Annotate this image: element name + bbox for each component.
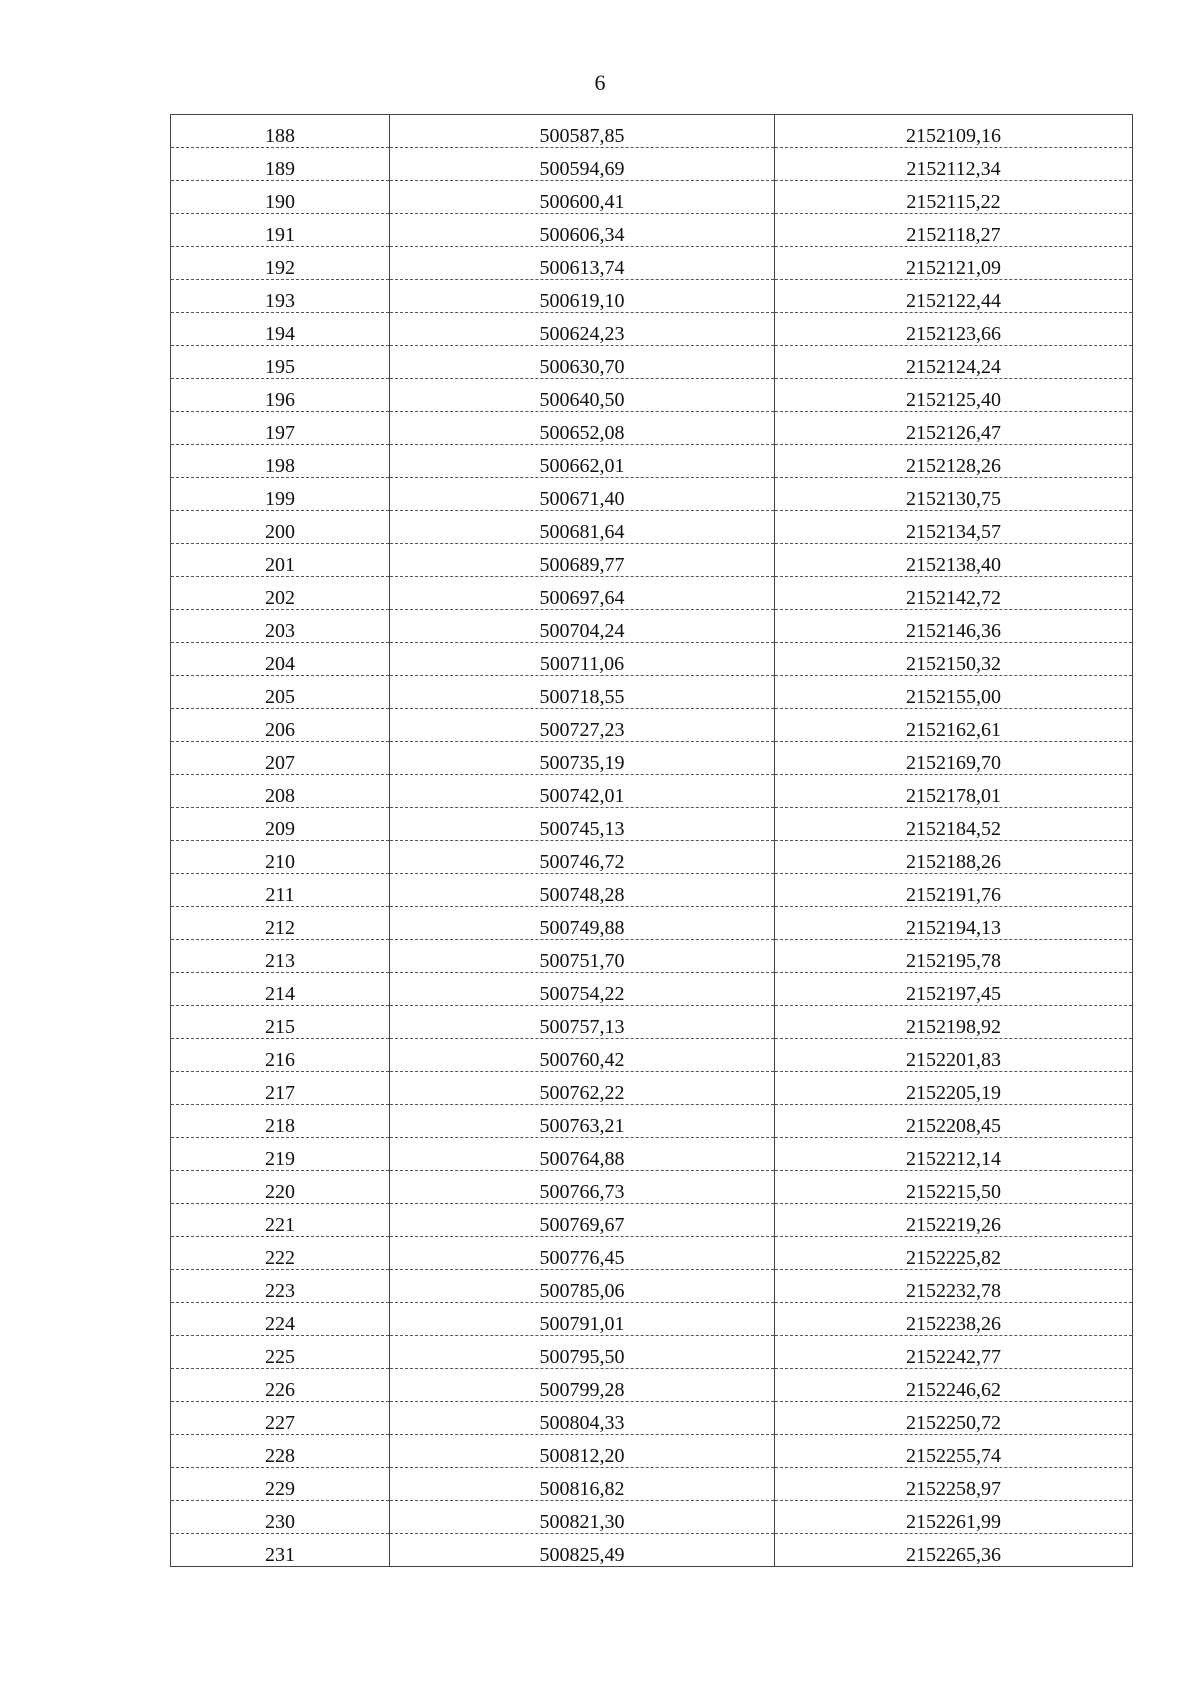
y-coordinate-cell: 2152219,26 (775, 1204, 1133, 1237)
x-coordinate-cell: 500630,70 (390, 346, 775, 379)
y-coordinate-cell: 2152115,22 (775, 181, 1133, 214)
point-number-cell: 194 (171, 313, 390, 346)
x-coordinate-cell: 500652,08 (390, 412, 775, 445)
table-row (171, 379, 1133, 412)
table-row (171, 1072, 1133, 1105)
point-number-cell: 192 (171, 247, 390, 280)
y-coordinate-cell: 2152126,47 (775, 412, 1133, 445)
x-coordinate-cell: 500760,42 (390, 1039, 775, 1072)
point-number-cell: 216 (171, 1039, 390, 1072)
point-number-cell: 200 (171, 511, 390, 544)
table-row (171, 1468, 1133, 1501)
x-coordinate-cell: 500804,33 (390, 1402, 775, 1435)
point-number-cell: 229 (171, 1468, 390, 1501)
table-row (171, 940, 1133, 973)
y-coordinate-cell: 2152128,26 (775, 445, 1133, 478)
x-coordinate-cell: 500718,55 (390, 676, 775, 709)
point-number-cell: 195 (171, 346, 390, 379)
point-number-cell: 209 (171, 808, 390, 841)
y-coordinate-cell: 2152142,72 (775, 577, 1133, 610)
x-coordinate-cell: 500600,41 (390, 181, 775, 214)
point-number-cell: 219 (171, 1138, 390, 1171)
y-coordinate-cell: 2152123,66 (775, 313, 1133, 346)
point-number-cell: 196 (171, 379, 390, 412)
point-number-cell: 221 (171, 1204, 390, 1237)
table-row (171, 1006, 1133, 1039)
x-coordinate-cell: 500816,82 (390, 1468, 775, 1501)
x-coordinate-cell: 500791,01 (390, 1303, 775, 1336)
x-coordinate-cell: 500746,72 (390, 841, 775, 874)
x-coordinate-cell: 500742,01 (390, 775, 775, 808)
y-coordinate-cell: 2152212,14 (775, 1138, 1133, 1171)
x-coordinate-cell: 500727,23 (390, 709, 775, 742)
x-coordinate-cell: 500799,28 (390, 1369, 775, 1402)
point-number-cell: 230 (171, 1501, 390, 1534)
x-coordinate-cell: 500704,24 (390, 610, 775, 643)
y-coordinate-cell: 2152258,97 (775, 1468, 1133, 1501)
point-number-cell: 198 (171, 445, 390, 478)
x-coordinate-cell: 500757,13 (390, 1006, 775, 1039)
point-number-cell: 223 (171, 1270, 390, 1303)
x-coordinate-cell: 500766,73 (390, 1171, 775, 1204)
y-coordinate-cell: 2152242,77 (775, 1336, 1133, 1369)
y-coordinate-cell: 2152118,27 (775, 214, 1133, 247)
table-row (171, 247, 1133, 280)
table-row (171, 1402, 1133, 1435)
table-row (171, 907, 1133, 940)
point-number-cell: 197 (171, 412, 390, 445)
x-coordinate-cell: 500619,10 (390, 280, 775, 313)
point-number-cell: 208 (171, 775, 390, 808)
x-coordinate-cell: 500751,70 (390, 940, 775, 973)
point-number-cell: 215 (171, 1006, 390, 1039)
table-row (171, 1303, 1133, 1336)
x-coordinate-cell: 500825,49 (390, 1534, 775, 1567)
table-row (171, 841, 1133, 874)
table-row (171, 313, 1133, 346)
point-number-cell: 228 (171, 1435, 390, 1468)
coordinates-table (170, 114, 1133, 1567)
point-number-cell: 231 (171, 1534, 390, 1567)
y-coordinate-cell: 2152138,40 (775, 544, 1133, 577)
y-coordinate-cell: 2152225,82 (775, 1237, 1133, 1270)
y-coordinate-cell: 2152130,75 (775, 478, 1133, 511)
table-row (171, 775, 1133, 808)
table-row (171, 1270, 1133, 1303)
x-coordinate-cell: 500745,13 (390, 808, 775, 841)
y-coordinate-cell: 2152178,01 (775, 775, 1133, 808)
table-row (171, 1171, 1133, 1204)
x-coordinate-cell: 500613,74 (390, 247, 775, 280)
table-row (171, 643, 1133, 676)
table-row (171, 1534, 1133, 1567)
x-coordinate-cell: 500776,45 (390, 1237, 775, 1270)
table-row (171, 1039, 1133, 1072)
point-number-cell: 217 (171, 1072, 390, 1105)
table-row (171, 1336, 1133, 1369)
x-coordinate-cell: 500769,67 (390, 1204, 775, 1237)
point-number-cell: 189 (171, 148, 390, 181)
y-coordinate-cell: 2152150,32 (775, 643, 1133, 676)
table-row (171, 610, 1133, 643)
table-row (171, 742, 1133, 775)
point-number-cell: 224 (171, 1303, 390, 1336)
y-coordinate-cell: 2152198,92 (775, 1006, 1133, 1039)
y-coordinate-cell: 2152188,26 (775, 841, 1133, 874)
table-row (171, 1369, 1133, 1402)
y-coordinate-cell: 2152265,36 (775, 1534, 1133, 1567)
point-number-cell: 226 (171, 1369, 390, 1402)
table-row (171, 214, 1133, 247)
coordinates-table-body (171, 115, 1133, 1567)
table-row (171, 412, 1133, 445)
point-number-cell: 205 (171, 676, 390, 709)
table-row (171, 478, 1133, 511)
table-row (171, 280, 1133, 313)
x-coordinate-cell: 500821,30 (390, 1501, 775, 1534)
x-coordinate-cell: 500749,88 (390, 907, 775, 940)
x-coordinate-cell: 500640,50 (390, 379, 775, 412)
y-coordinate-cell: 2152109,16 (775, 115, 1133, 148)
table-row (171, 1138, 1133, 1171)
x-coordinate-cell: 500812,20 (390, 1435, 775, 1468)
y-coordinate-cell: 2152184,52 (775, 808, 1133, 841)
x-coordinate-cell: 500624,23 (390, 313, 775, 346)
table-row (171, 115, 1133, 148)
table-row (171, 676, 1133, 709)
point-number-cell: 211 (171, 874, 390, 907)
x-coordinate-cell: 500587,85 (390, 115, 775, 148)
table-row (171, 1204, 1133, 1237)
point-number-cell: 210 (171, 841, 390, 874)
x-coordinate-cell: 500763,21 (390, 1105, 775, 1138)
y-coordinate-cell: 2152261,99 (775, 1501, 1133, 1534)
x-coordinate-cell: 500754,22 (390, 973, 775, 1006)
table-row (171, 577, 1133, 610)
page-number: 6 (594, 70, 606, 95)
x-coordinate-cell: 500711,06 (390, 643, 775, 676)
point-number-cell: 225 (171, 1336, 390, 1369)
y-coordinate-cell: 2152146,36 (775, 610, 1133, 643)
point-number-cell: 190 (171, 181, 390, 214)
table-row (171, 1501, 1133, 1534)
y-coordinate-cell: 2152134,57 (775, 511, 1133, 544)
x-coordinate-cell: 500735,19 (390, 742, 775, 775)
y-coordinate-cell: 2152208,45 (775, 1105, 1133, 1138)
point-number-cell: 222 (171, 1237, 390, 1270)
point-number-cell: 218 (171, 1105, 390, 1138)
y-coordinate-cell: 2152201,83 (775, 1039, 1133, 1072)
point-number-cell: 199 (171, 478, 390, 511)
y-coordinate-cell: 2152205,19 (775, 1072, 1133, 1105)
table-row (171, 511, 1133, 544)
y-coordinate-cell: 2152155,00 (775, 676, 1133, 709)
table-row (171, 709, 1133, 742)
table-row (171, 973, 1133, 1006)
y-coordinate-cell: 2152255,74 (775, 1435, 1133, 1468)
point-number-cell: 212 (171, 907, 390, 940)
y-coordinate-cell: 2152246,62 (775, 1369, 1133, 1402)
table-row (171, 148, 1133, 181)
x-coordinate-cell: 500594,69 (390, 148, 775, 181)
point-number-cell: 206 (171, 709, 390, 742)
table-row (171, 1435, 1133, 1468)
y-coordinate-cell: 2152125,40 (775, 379, 1133, 412)
y-coordinate-cell: 2152191,76 (775, 874, 1133, 907)
y-coordinate-cell: 2152232,78 (775, 1270, 1133, 1303)
y-coordinate-cell: 2152124,24 (775, 346, 1133, 379)
y-coordinate-cell: 2152250,72 (775, 1402, 1133, 1435)
point-number-cell: 213 (171, 940, 390, 973)
x-coordinate-cell: 500764,88 (390, 1138, 775, 1171)
y-coordinate-cell: 2152112,34 (775, 148, 1133, 181)
y-coordinate-cell: 2152238,26 (775, 1303, 1133, 1336)
point-number-cell: 188 (171, 115, 390, 148)
point-number-cell: 193 (171, 280, 390, 313)
table-row (171, 874, 1133, 907)
x-coordinate-cell: 500762,22 (390, 1072, 775, 1105)
x-coordinate-cell: 500681,64 (390, 511, 775, 544)
point-number-cell: 220 (171, 1171, 390, 1204)
y-coordinate-cell: 2152121,09 (775, 247, 1133, 280)
point-number-cell: 214 (171, 973, 390, 1006)
y-coordinate-cell: 2152194,13 (775, 907, 1133, 940)
x-coordinate-cell: 500795,50 (390, 1336, 775, 1369)
x-coordinate-cell: 500606,34 (390, 214, 775, 247)
table-row (171, 346, 1133, 379)
point-number-cell: 201 (171, 544, 390, 577)
x-coordinate-cell: 500662,01 (390, 445, 775, 478)
y-coordinate-cell: 2152197,45 (775, 973, 1133, 1006)
x-coordinate-cell: 500689,77 (390, 544, 775, 577)
y-coordinate-cell: 2152122,44 (775, 280, 1133, 313)
table-row (171, 1237, 1133, 1270)
table-row (171, 445, 1133, 478)
x-coordinate-cell: 500748,28 (390, 874, 775, 907)
point-number-cell: 203 (171, 610, 390, 643)
y-coordinate-cell: 2152215,50 (775, 1171, 1133, 1204)
x-coordinate-cell: 500697,64 (390, 577, 775, 610)
y-coordinate-cell: 2152162,61 (775, 709, 1133, 742)
x-coordinate-cell: 500671,40 (390, 478, 775, 511)
point-number-cell: 207 (171, 742, 390, 775)
y-coordinate-cell: 2152169,70 (775, 742, 1133, 775)
point-number-cell: 227 (171, 1402, 390, 1435)
point-number-cell: 191 (171, 214, 390, 247)
point-number-cell: 202 (171, 577, 390, 610)
y-coordinate-cell: 2152195,78 (775, 940, 1133, 973)
table-row (171, 544, 1133, 577)
point-number-cell: 204 (171, 643, 390, 676)
table-row (171, 1105, 1133, 1138)
table-row (171, 181, 1133, 214)
table-row (171, 808, 1133, 841)
x-coordinate-cell: 500785,06 (390, 1270, 775, 1303)
